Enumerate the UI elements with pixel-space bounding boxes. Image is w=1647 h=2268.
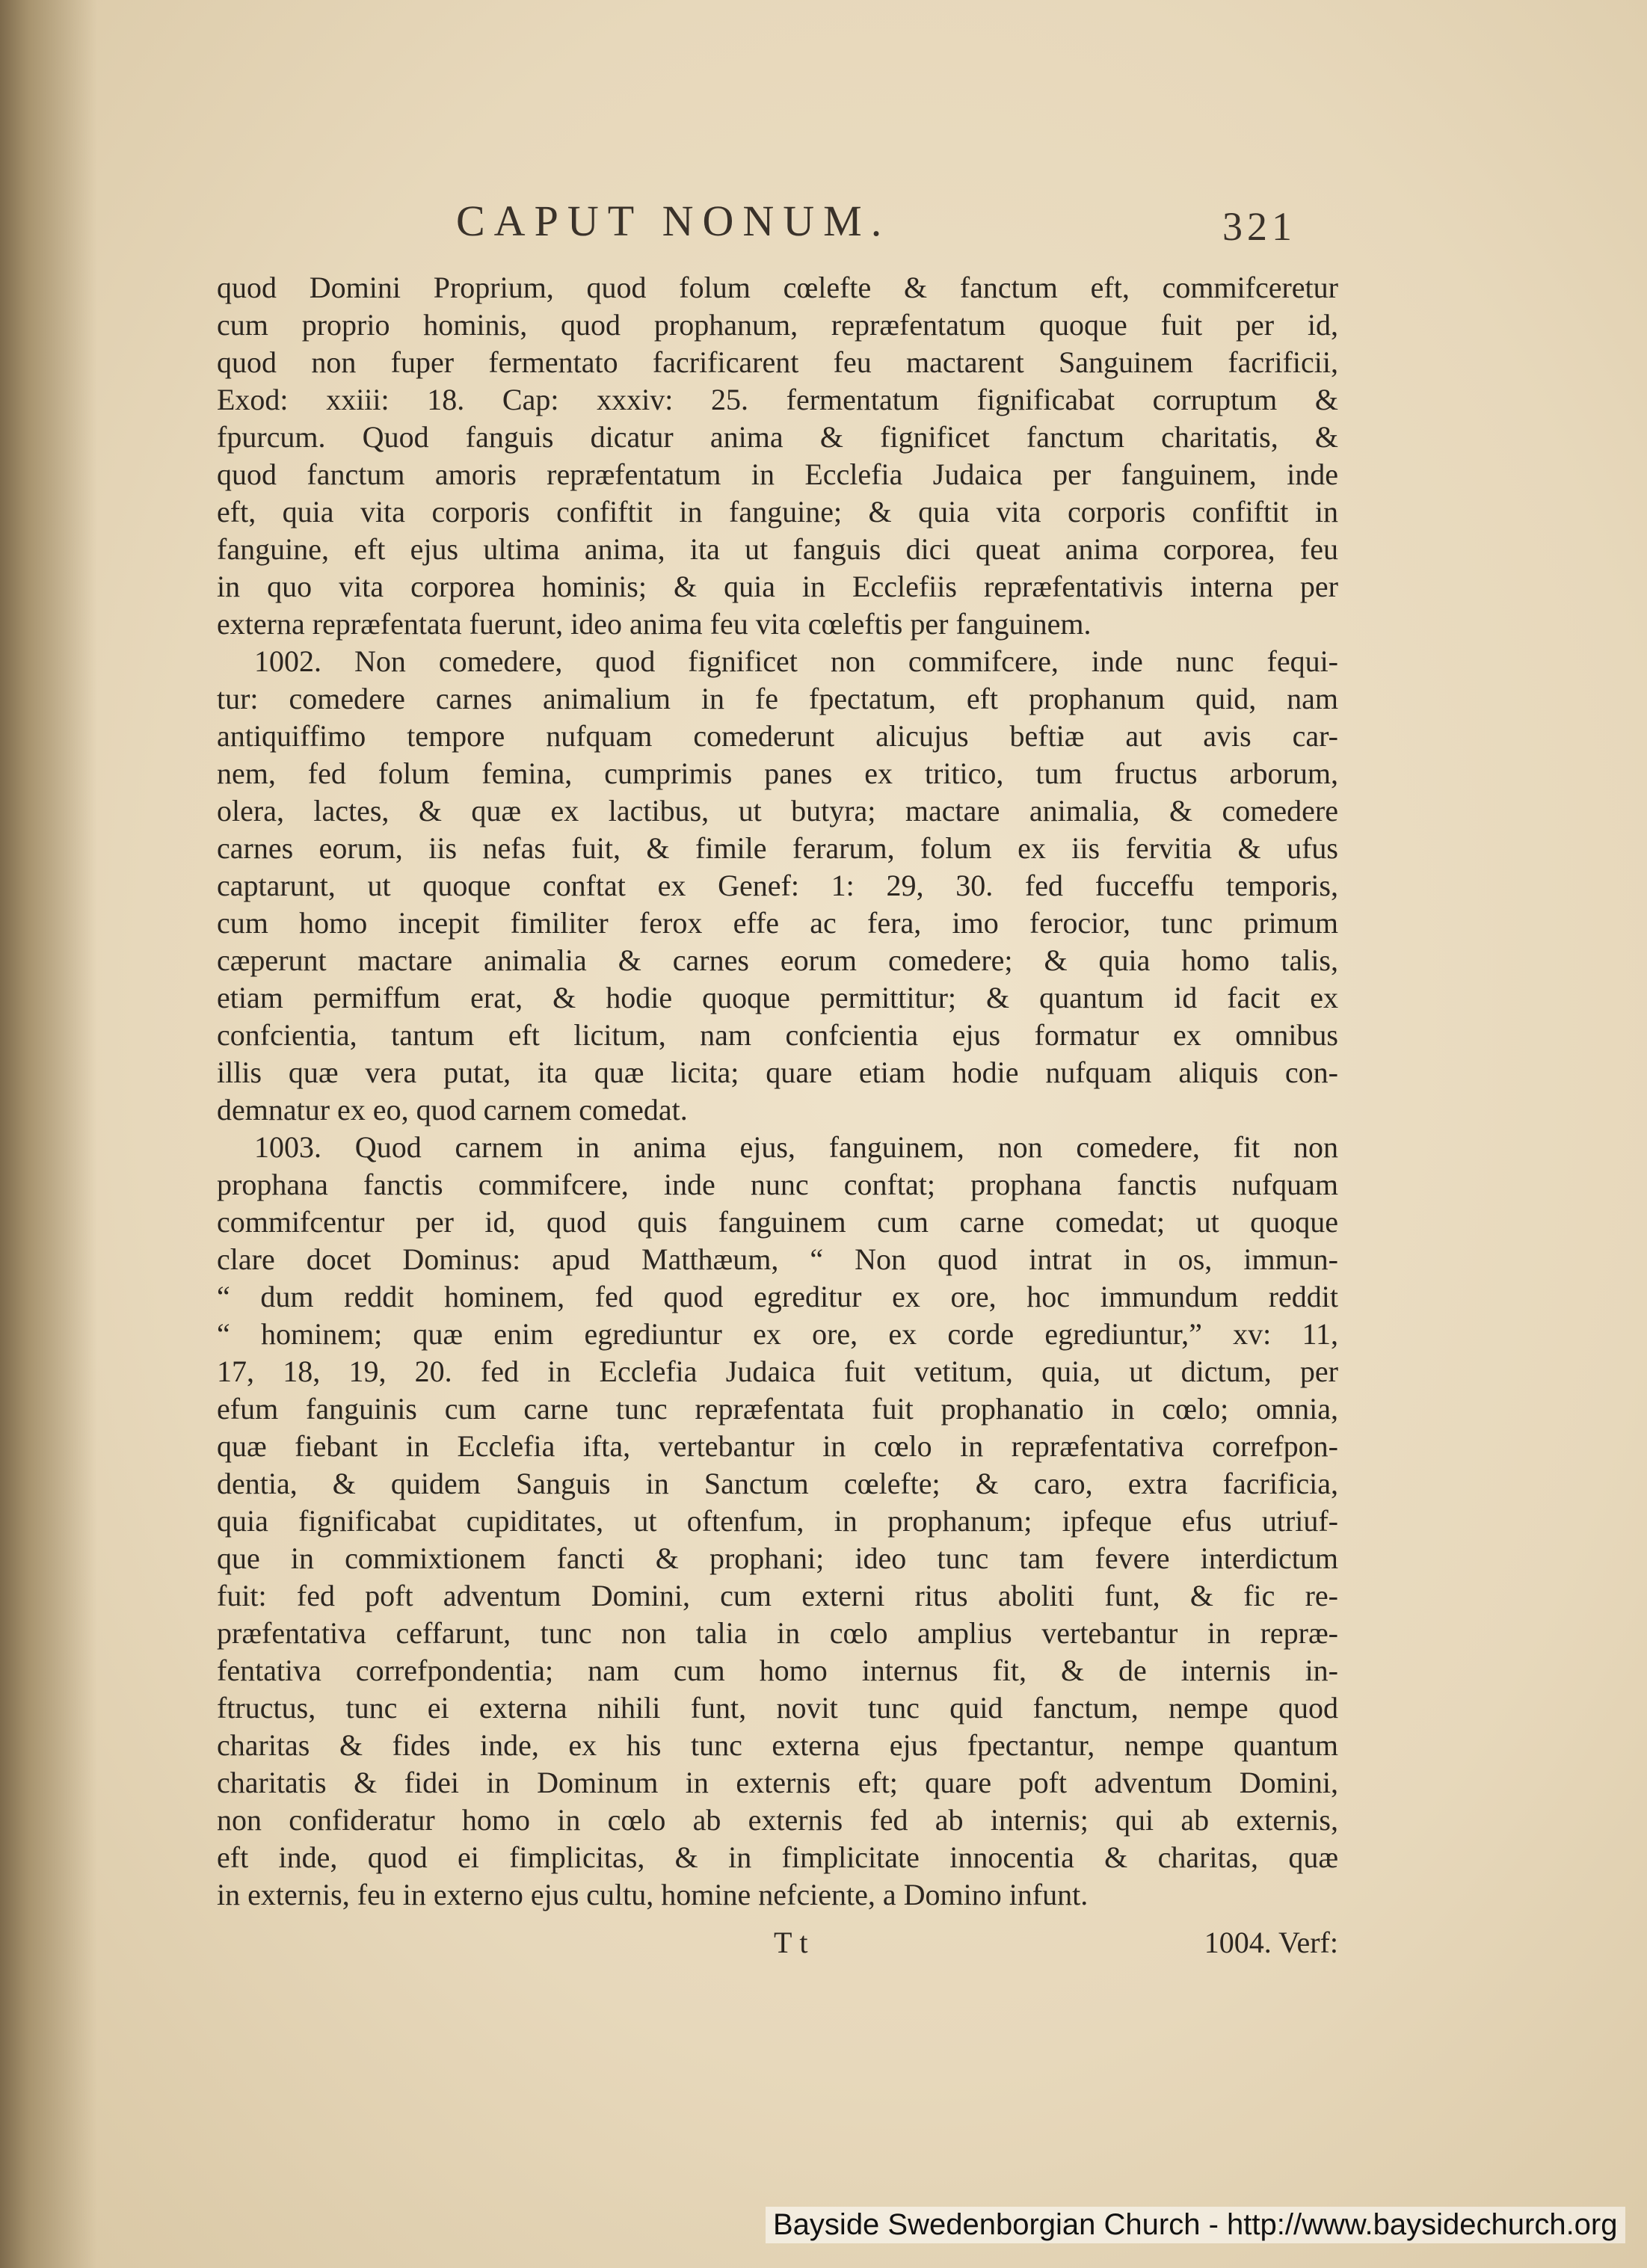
text-line: quia fignificabat cupiditates, ut oftenfum, in prophanum; ipfeque efus utriuf- <box>217 1504 1338 1538</box>
text-line: nem, fed folum femina, cumprimis panes ex tritico, tum fructus arborum, <box>217 756 1338 790</box>
text-line: cum homo incepit fimiliter ferox effe ac fera, imo ferocior, tunc primum <box>217 906 1338 940</box>
text-line: confcientia, tantum eft licitum, nam confcientia ejus formatur ex omnibus <box>217 1018 1338 1052</box>
text-line: etiam permiffum erat, & hodie quoque permittitur; & quantum id facit ex <box>217 981 1338 1014</box>
text-line: in externis, feu in externo ejus cultu, homine nefciente, a Domino infunt. <box>217 1878 1089 1911</box>
text-line: præfentativa ceffarunt, tunc non talia in cœlo amplius vertebantur in repræ- <box>217 1616 1338 1650</box>
page-footer <box>217 1925 1338 1970</box>
text-line: quod Domini Proprium, quod folum cœlefte & fanctum eft, commifceretur <box>217 271 1338 304</box>
spine-shadow <box>0 0 97 2268</box>
page-number: 321 <box>1222 204 1296 249</box>
text-line: dentia, & quidem Sanguis in Sanctum cœlefte; & caro, extra facrificia, <box>217 1467 1338 1500</box>
running-title: CAPUT NONUM. <box>456 197 891 245</box>
text-line: cum proprio hominis, quod prophanum, repræfentatum quoque fuit per id, <box>217 308 1338 342</box>
text-line: charitatis & fidei in Dominum in externis eft; quare poft adventum Domini, <box>217 1766 1338 1799</box>
signature-mark: Tt <box>774 1926 816 1959</box>
text-line: “ hominem; quæ enim egrediuntur ex ore, ex corde egrediuntur,” xv: 11, <box>217 1317 1338 1351</box>
text-line: commifcentur per id, quod quis fanguinem cum carne comedat; ut quoque <box>217 1205 1338 1239</box>
text-line: “ dum reddit hominem, fed quod egreditur ex ore, hoc immundum reddit <box>217 1280 1338 1313</box>
text-line: quod non fuper fermentato facrificarent feu mactarent Sanguinem facrificii, <box>217 345 1338 379</box>
text-line: fuit: fed poft adventum Domini, cum externi ritus aboliti funt, & fic re- <box>217 1579 1338 1612</box>
text-line: charitas & fides inde, ex his tunc externa ejus fpectantur, nempe quantum <box>217 1728 1338 1762</box>
text-line: carnes eorum, iis nefas fuit, & fimile ferarum, folum ex iis fervitia & ufus <box>217 831 1338 865</box>
paragraph <box>217 643 1338 1129</box>
text-line: 1002. Non comedere, quod fignificet non commifcere, inde nunc fequi- <box>254 644 1338 678</box>
text-line: non confideratur homo in cœlo ab externis fed ab internis; qui ab externis, <box>217 1803 1338 1837</box>
text-line: 17, 18, 19, 20. fed in Ecclefia Judaica fuit vetitum, quia, ut dictum, per <box>217 1355 1338 1388</box>
text-line: ftructus, tunc ei externa nihili funt, novit tunc quid fanctum, nempe quod <box>217 1691 1338 1725</box>
text-line: fentativa correfpondentia; nam cum homo internus fit, & de internis in- <box>217 1654 1338 1687</box>
text-line: tur: comedere carnes animalium in fe fpectatum, eft prophanum quid, nam <box>217 682 1338 715</box>
page-header <box>217 196 1338 256</box>
text-line: demnatur ex eo, quod carnem comedat. <box>217 1093 688 1127</box>
text-line: fanguine, eft ejus ultima anima, ita ut fanguis dici queat anima corporea, feu <box>217 532 1338 566</box>
text-line: Exod: xxiii: 18. Cap: xxxiv: 25. fermentatum fignificabat corruptum & <box>217 383 1338 416</box>
text-line: clare docet Dominus: apud Matthæum, “ Non quod intrat in os, immun- <box>217 1242 1338 1276</box>
text-line: fpurcum. Quod fanguis dicatur anima & fignificet fanctum charitatis, & <box>217 420 1338 454</box>
text-line: eft inde, quod ei fimplicitas, & in fimplicitate innocentia & charitas, quæ <box>217 1840 1338 1874</box>
text-line: quod fanctum amoris repræfentatum in Ecclefia Judaica per fanguinem, inde <box>217 457 1338 491</box>
watermark-text: Bayside Swedenborgian Church - http://www.baysidechurch.org <box>766 2207 1625 2243</box>
text-line: cæperunt mactare animalia & carnes eorum comedere; & quia homo talis, <box>217 943 1338 977</box>
text-line: quæ fiebant in Ecclefia ifta, vertebantur in cœlo in repræfentativa correfpon- <box>217 1429 1338 1463</box>
text-line: olera, lactes, & quæ ex lactibus, ut butyra; mactare animalia, & comedere <box>217 794 1338 828</box>
text-line: eft, quia vita corporis confiftit in fanguine; & quia vita corporis confiftit in <box>217 495 1338 529</box>
text-line: captarunt, ut quoque conftat ex Genef: 1: 29, 30. fed fucceffu temporis, <box>217 869 1338 902</box>
text-line: illis quæ vera putat, ita quæ licita; quare etiam hodie nufquam aliquis con- <box>217 1056 1338 1089</box>
text-line: prophana fanctis commifcere, inde nunc conftat; prophana fanctis nufquam <box>217 1168 1338 1201</box>
text-line: in quo vita corporea hominis; & quia in Ecclefiis repræfentativis interna per <box>217 570 1338 603</box>
paragraph <box>217 1129 1338 1914</box>
paragraph <box>217 269 1338 643</box>
text-line: 1003. Quod carnem in anima ejus, fanguinem, non comedere, fit non <box>254 1130 1338 1164</box>
text-line: que in commixtionem fancti & prophani; ideo tunc tam fevere interdictum <box>217 1541 1338 1575</box>
text-line: externa repræfentata fuerunt, ideo anima feu vita cœleftis per fanguinem. <box>217 607 1092 641</box>
catchword: 1004. Verf: <box>1204 1926 1338 1959</box>
body-text <box>217 269 1338 1914</box>
text-line: efum fanguinis cum carne tunc repræfentata fuit prophanatio in cœlo; omnia, <box>217 1392 1338 1426</box>
text-line: antiquiffimo tempore nufquam comederunt alicujus beftiæ aut avis car- <box>217 719 1338 753</box>
